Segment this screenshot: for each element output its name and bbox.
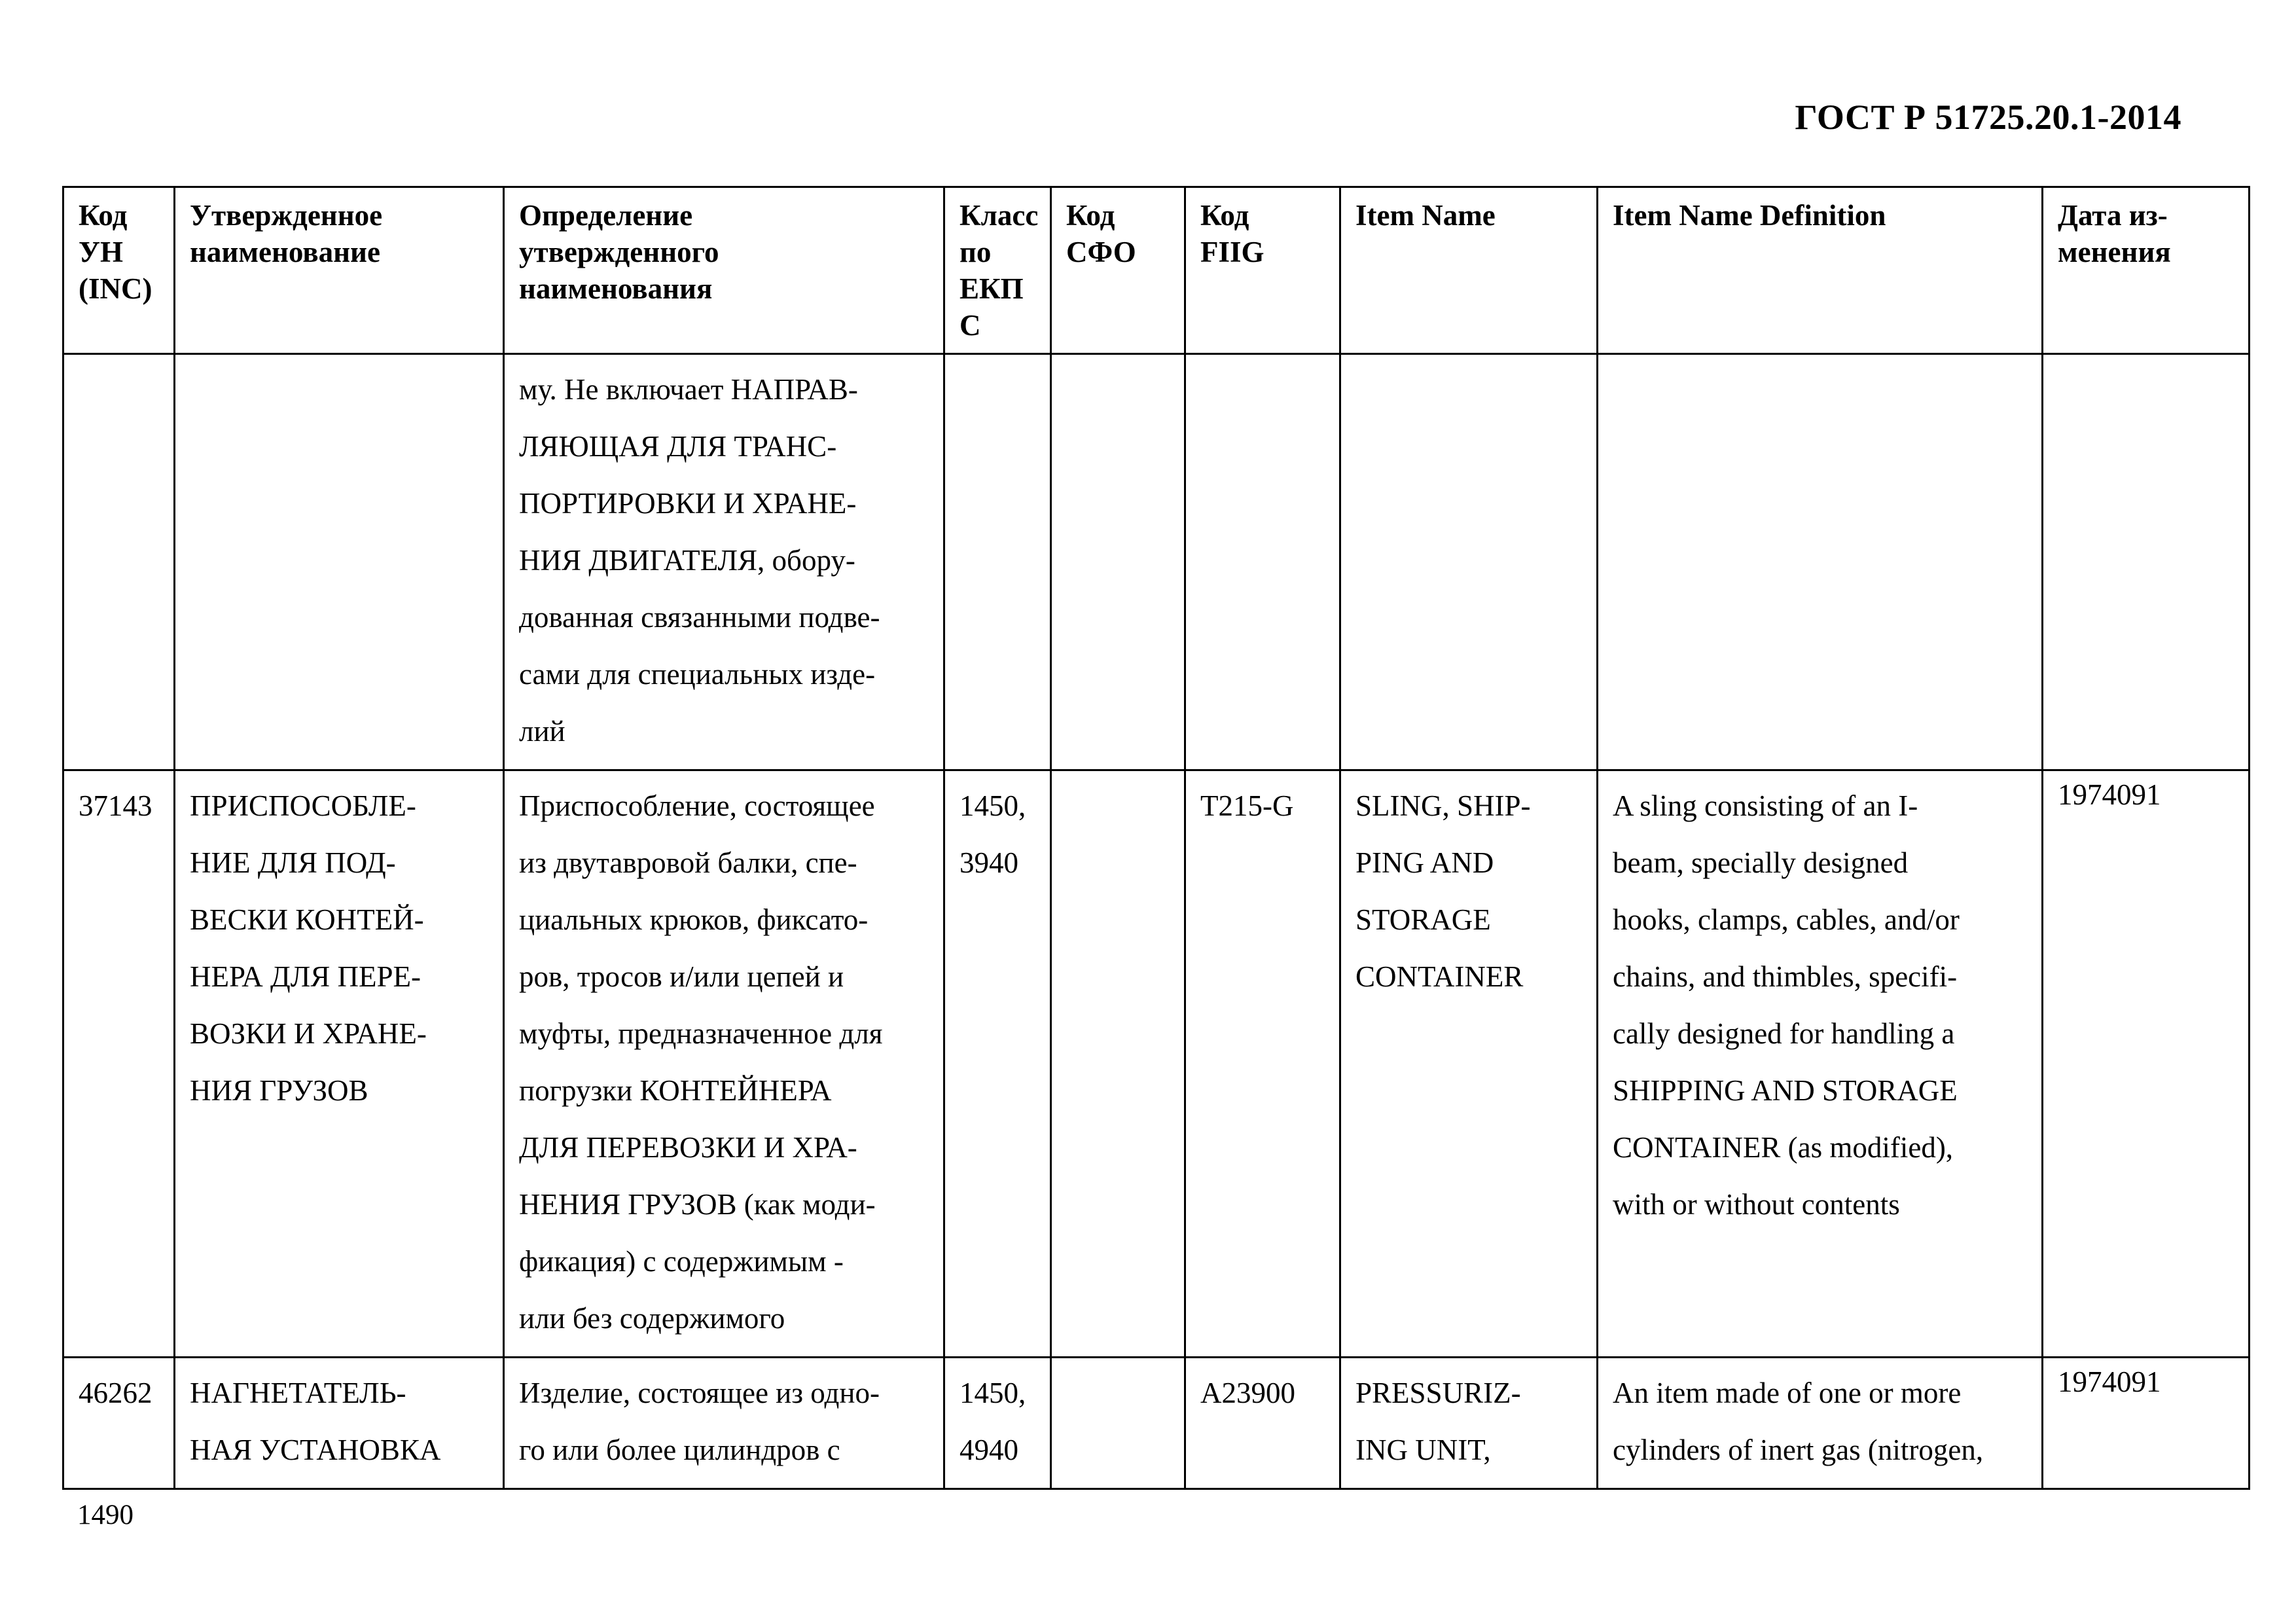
table-header-row xyxy=(63,187,2250,354)
column-header-change-date: Дата из- менения xyxy=(2043,187,2250,354)
column-header-sfo-code: Код СФО xyxy=(1051,187,1185,354)
cell-class xyxy=(944,354,1051,770)
cell-change-date: 1974091 xyxy=(2043,770,2250,1358)
cell-approved-name: НАГНЕТАТЕЛЬ- НАЯ УСТАНОВКА xyxy=(175,1358,504,1489)
column-header-item-name: Item Name xyxy=(1340,187,1598,354)
document-header: ГОСТ Р 51725.20.1-2014 xyxy=(1795,98,2181,137)
cell-item-name: PRESSURIZ- ING UNIT, xyxy=(1340,1358,1598,1489)
cell-inc xyxy=(63,354,175,770)
cell-approved-name xyxy=(175,354,504,770)
cell-approved-name: ПРИСПОСОБЛЕ- НИЕ ДЛЯ ПОД- ВЕСКИ КОНТЕЙ- НЕРА ДЛЯ ПЕРЕ- ВОЗКИ И ХРАНЕ- НИЯ ГРУЗОВ xyxy=(175,770,504,1358)
cell-fiig-code: T215-G xyxy=(1185,770,1340,1358)
cell-approved-name-definition: му. Не включает НАПРАВ- ЛЯЮЩАЯ ДЛЯ ТРАНС- ПОРТИРОВКИ И ХРАНЕ- НИЯ ДВИГАТЕЛЯ, обору- дованная связанными подве- сами для специальных изде- лий xyxy=(504,354,944,770)
cell-change-date xyxy=(2043,354,2250,770)
cell-item-name-definition xyxy=(1598,354,2043,770)
column-header-approved-name: Утвержденное наименование xyxy=(175,187,504,354)
cell-fiig-code xyxy=(1185,354,1340,770)
cell-item-name-definition: An item made of one or more cylinders of inert gas (nitrogen, xyxy=(1598,1358,2043,1489)
cell-approved-name-definition: Изделие, состоящее из одно- го или более цилиндров с xyxy=(504,1358,944,1489)
cell-approved-name-definition: Приспособление, состоящее из двутавровой балки, спе- циальных крюков, фиксато- ров, тросов и/или цепей и муфты, предназначенное для погрузки КОНТЕЙНЕРА ДЛЯ ПЕРЕВОЗКИ И ХРА- НЕНИЯ ГРУЗОВ (как моди- фикация) с содержимым - или без содержимого xyxy=(504,770,944,1358)
cell-inc: 46262 xyxy=(63,1358,175,1489)
cell-fiig-code: A23900 xyxy=(1185,1358,1340,1489)
column-header-inc: Код УН (INC) xyxy=(63,187,175,354)
cell-sfo-code xyxy=(1051,354,1185,770)
cell-class: 1450, 3940 xyxy=(944,770,1051,1358)
item-name-table xyxy=(62,186,2250,1490)
cell-sfo-code xyxy=(1051,770,1185,1358)
cell-inc: 37143 xyxy=(63,770,175,1358)
table-row xyxy=(63,354,2250,770)
column-header-item-name-definition: Item Name Definition xyxy=(1598,187,2043,354)
cell-item-name-definition: A sling consisting of an I- beam, specially designed hooks, clamps, cables, and/or chains, and thimbles, specifi- cally designed for handling a SHIPPING AND STORAGE CONTAINER (as modified), with or without contents xyxy=(1598,770,2043,1358)
cell-change-date: 1974091 xyxy=(2043,1358,2250,1489)
cell-class: 1450, 4940 xyxy=(944,1358,1051,1489)
column-header-fiig-code: Код FIIG xyxy=(1185,187,1340,354)
cell-item-name xyxy=(1340,354,1598,770)
cell-sfo-code xyxy=(1051,1358,1185,1489)
column-header-class: Класс по ЕКП С xyxy=(944,187,1051,354)
table-row xyxy=(63,1358,2250,1489)
column-header-approved-name-definition: Определение утвержденного наименования xyxy=(504,187,944,354)
page-number: 1490 xyxy=(77,1500,134,1530)
cell-item-name: SLING, SHIP- PING AND STORAGE CONTAINER xyxy=(1340,770,1598,1358)
table-row xyxy=(63,770,2250,1358)
